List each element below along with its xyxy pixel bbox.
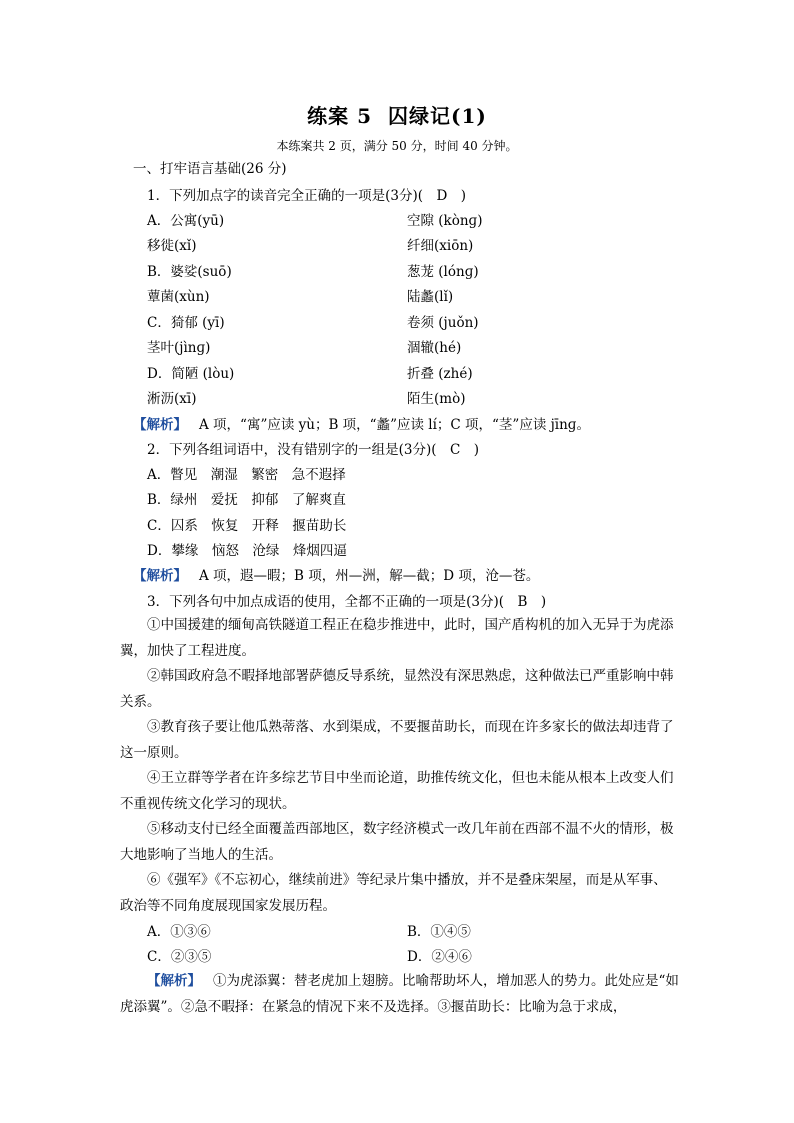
- q3-option-a: A．①③⑥: [147, 924, 211, 940]
- page-title: [0, 100, 794, 129]
- q1-option-d-3: 淅沥(xī): [147, 391, 197, 407]
- q2-analysis: [133, 567, 539, 585]
- q3-analysis: [120, 969, 680, 1020]
- q1-option-b-4: 陆蠡(lǐ): [407, 289, 454, 305]
- q2-option-d: D．攀缘 恼怒 沧绿 烽烟四逼: [147, 543, 347, 559]
- q1-option-b-3: 蕈菌(xùn): [147, 289, 210, 305]
- q2-option-a: A．瞥见 潮湿 繁密 急不遐择: [147, 467, 346, 483]
- q3-sentence-3: ③教育孩子要让他瓜熟蒂落、水到渠成，不要揠苗助长，而现在许多家长的做法却违背了这一原则。: [120, 719, 674, 761]
- q1-option-a-2: 空隙 (kònɡ): [407, 213, 483, 229]
- q2-option-b: B．绿州 爱抚 抑郁 了解爽直: [147, 492, 346, 508]
- q1-option-b-1: B．婆娑(suō): [147, 264, 232, 280]
- q1-option-d-4: 陌生(mò): [407, 391, 466, 407]
- question-3-stem: 3．下列各句中加点成语的使用，全都不正确的一项是(3分)( B ): [147, 594, 547, 610]
- q3-sentence-1: ①中国援建的缅甸高铁隧道工程正在稳步推进中，此时，国产盾构机的加入无异于为虎添翼，加快了工程进度。: [120, 617, 674, 659]
- analysis-label: 【解析】: [133, 568, 187, 584]
- q3-sentence-2: ②韩国政府急不暇择地部署萨德反导系统，显然没有深思熟虑，这种做法已严重影响中韩关系。: [120, 668, 674, 710]
- q1-option-c-4: 涸辙(hé): [407, 340, 462, 356]
- question-1-stem: 1．下列加点字的读音完全正确的一项是(3分)( D ): [147, 188, 467, 204]
- q1-option-c-2: 卷须 (juǒn): [407, 315, 479, 331]
- q1-analysis: [133, 416, 590, 434]
- analysis-text: ①为虎添翼：替老虎加上翅膀。比喻帮助坏人，增加恶人的势力。此处应是“如虎添翼”。②急不暇择：在紧急的情况下来不及选择。③揠苗助长：比喻为急于求成，: [120, 973, 679, 1015]
- lesson-title: 囚绿记(1): [388, 104, 487, 128]
- q3-option-d: D．②④⑥: [407, 949, 472, 965]
- section-heading: 一、打牢语言基础(26 分): [133, 161, 287, 177]
- q1-option-a-3: 移徙(xǐ): [147, 238, 197, 254]
- q3-sentence-5: ⑤移动支付已经全面覆盖西部地区，数字经济模式一改几年前在西部不温不火的情形，极大地影响了当地人的生活。: [120, 821, 674, 863]
- q2-option-c: C．囚系 恢复 开释 揠苗助长: [147, 518, 347, 534]
- q3-sentence-6: ⑥《强军》《不忘初心，继续前进》等纪录片集中播放，并不是叠床架屋，而是从军事、政治等不同角度展现国家发展历程。: [120, 872, 667, 914]
- exercise-number: 练案 5: [307, 104, 373, 128]
- analysis-label: 【解析】: [147, 973, 201, 989]
- exercise-intro: 本练案共 2 页，满分 50 分，时间 40 分钟。: [276, 139, 518, 153]
- q3-sentence-4: ④王立群等学者在许多综艺节目中坐而论道，助推传统文化，但也未能从根本上改变人们不重视传统文化学习的现状。: [120, 770, 674, 812]
- q1-option-b-2: 葱茏 (lónɡ): [407, 264, 479, 280]
- question-2-stem: 2．下列各组词语中，没有错别字的一组是(3分)( C ): [147, 442, 480, 458]
- q1-option-a-4: 纤细(xiōn): [407, 238, 474, 254]
- analysis-text: A 项，“寓”应读 yù；B 项，“蠡”应读 lí；C 项，“茎”应读 jīnɡ。: [199, 417, 590, 433]
- q1-option-a-1: A．公寓(yū): [147, 213, 225, 229]
- q3-option-b: B．①④⑤: [407, 924, 471, 940]
- analysis-text: A 项，遐—暇；B 项，州—洲，解—截；D 项，沧—苍。: [199, 568, 540, 584]
- q1-option-c-1: C．猗郁 (yī): [147, 315, 225, 331]
- q1-option-d-1: D．简陋 (lòu): [147, 366, 235, 382]
- analysis-label: 【解析】: [133, 417, 187, 433]
- q3-option-c: C．②③⑤: [147, 949, 212, 965]
- q1-option-c-3: 茎叶(jìnɡ): [147, 340, 211, 356]
- q1-option-d-2: 折叠 (zhé): [407, 366, 473, 382]
